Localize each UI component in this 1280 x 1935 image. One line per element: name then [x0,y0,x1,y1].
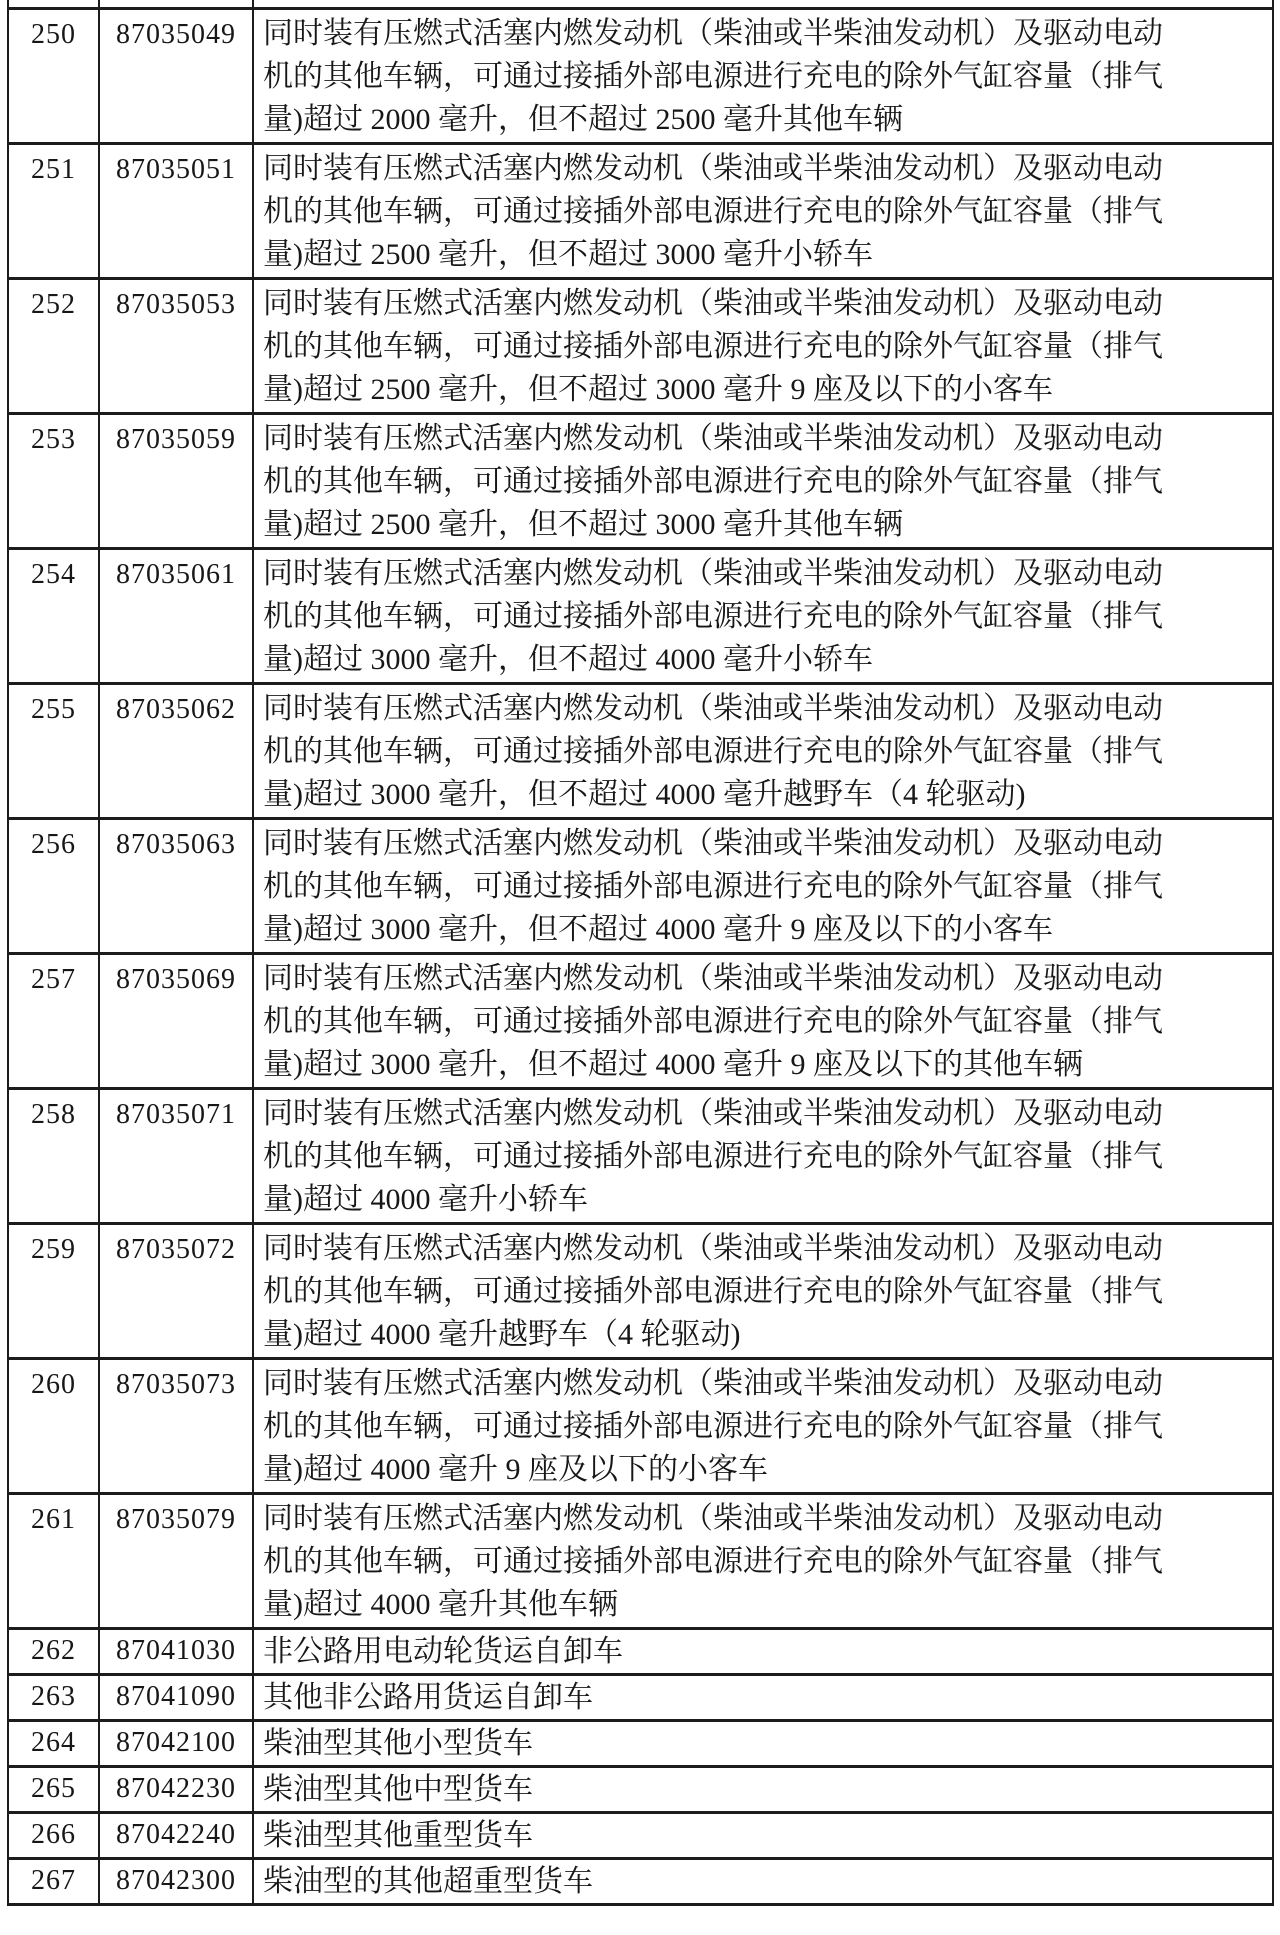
description-line: 机的其他车辆，可通过接插外部电源进行充电的除外气缸容量（排气 [263,1544,1163,1578]
table-row [8,548,1273,683]
description-line: 机的其他车辆，可通过接插外部电源进行充电的除外气缸容量（排气 [263,1409,1163,1443]
description-line: 量)超过 3000 毫升，但不超过 4000 毫升 9 座及以下的小客车 [263,912,1053,946]
description-line: 同时装有压燃式活塞内燃发动机（柴油或半柴油发动机）及驱动电动 [263,421,1163,455]
table-row [8,1720,1273,1766]
description-line: 机的其他车辆，可通过接插外部电源进行充电的除外气缸容量（排气 [263,329,1163,363]
description-line: 机的其他车辆，可通过接插外部电源进行充电的除外气缸容量（排气 [263,194,1163,228]
seq-cell: 255 [8,683,99,818]
description-line: 量)超过 2000 毫升，但不超过 2500 毫升其他车辆 [263,102,903,136]
description-cell [253,8,1273,143]
description-line: 机的其他车辆，可通过接插外部电源进行充电的除外气缸容量（排气 [263,599,1163,633]
table-row [8,1088,1273,1223]
description-line: 量)超过 3000 毫升，但不超过 4000 毫升 9 座及以下的其他车辆 [263,1047,1083,1081]
description-line: 同时装有压燃式活塞内燃发动机（柴油或半柴油发动机）及驱动电动 [263,691,1163,725]
seq-cell: 251 [8,143,99,278]
description-cell [253,953,1273,1088]
table-row [8,1674,1273,1720]
table-row [8,683,1273,818]
code-cell: 87035071 [99,1088,253,1223]
table-row [8,818,1273,953]
seq-cell: 261 [8,1493,99,1628]
description-line: 其他非公路用货运自卸车 [263,1680,593,1714]
description-cell [253,143,1273,278]
description-cell [253,413,1273,548]
description-cell [253,278,1273,413]
description-line: 柴油型其他中型货车 [263,1772,533,1806]
seq-cell: 258 [8,1088,99,1223]
description-line: 量)超过 2500 毫升，但不超过 3000 毫升 9 座及以下的小客车 [263,372,1053,406]
description-line: 同时装有压燃式活塞内燃发动机（柴油或半柴油发动机）及驱动电动 [263,1096,1163,1130]
code-cell: 87042100 [99,1720,253,1766]
description-cell [253,1766,1273,1812]
code-cell: 87042240 [99,1812,253,1858]
code-cell: 87035063 [99,818,253,953]
seq-cell: 264 [8,1720,99,1766]
description-line: 机的其他车辆，可通过接插外部电源进行充电的除外气缸容量（排气 [263,1274,1163,1308]
tariff-table [7,0,1274,1906]
description-cell [253,683,1273,818]
description-cell [253,1628,1273,1674]
description-line: 量)超过 3000 毫升，但不超过 4000 毫升小轿车 [263,642,873,676]
description-line: 同时装有压燃式活塞内燃发动机（柴油或半柴油发动机）及驱动电动 [263,961,1163,995]
table-row [8,413,1273,548]
table-row [8,1766,1273,1812]
description-cell [253,1223,1273,1358]
description-line: 同时装有压燃式活塞内燃发动机（柴油或半柴油发动机）及驱动电动 [263,1501,1163,1535]
description-line: 机的其他车辆，可通过接插外部电源进行充电的除外气缸容量（排气 [263,464,1163,498]
seq-cell: 259 [8,1223,99,1358]
description-line: 量)超过 4000 毫升 9 座及以下的小客车 [263,1452,768,1486]
description-line: 量)超过 4000 毫升越野车（4 轮驱动) [263,1317,741,1351]
code-cell: 87041030 [99,1628,253,1674]
seq-cell: 256 [8,818,99,953]
seq-cell: 254 [8,548,99,683]
description-line: 柴油型其他重型货车 [263,1818,533,1852]
description-line: 柴油型其他小型货车 [263,1726,533,1760]
code-cell: 87042300 [99,1858,253,1904]
code-cell: 87035062 [99,683,253,818]
table-row [8,953,1273,1088]
code-cell: 87035072 [99,1223,253,1358]
code-cell: 87042230 [99,1766,253,1812]
seq-cell: 257 [8,953,99,1088]
description-cell [253,1674,1273,1720]
description-line: 同时装有压燃式活塞内燃发动机（柴油或半柴油发动机）及驱动电动 [263,286,1163,320]
description-line: 同时装有压燃式活塞内燃发动机（柴油或半柴油发动机）及驱动电动 [263,1366,1163,1400]
description-cell [253,1088,1273,1223]
description-line: 同时装有压燃式活塞内燃发动机（柴油或半柴油发动机）及驱动电动 [263,826,1163,860]
description-cell [253,1858,1273,1904]
description-cell [253,818,1273,953]
description-line: 机的其他车辆，可通过接插外部电源进行充电的除外气缸容量（排气 [263,869,1163,903]
seq-cell: 253 [8,413,99,548]
seq-cell: 252 [8,278,99,413]
table-row [8,1812,1273,1858]
description-cell [253,0,1273,8]
description-line: 机的其他车辆，可通过接插外部电源进行充电的除外气缸容量（排气 [263,1004,1163,1038]
table-row [8,1493,1273,1628]
code-cell: 87035079 [99,1493,253,1628]
description-line: 机的其他车辆，可通过接插外部电源进行充电的除外气缸容量（排气 [263,1139,1163,1173]
description-cell [253,1493,1273,1628]
code-cell: 87041090 [99,1674,253,1720]
description-cell [253,1358,1273,1493]
seq-cell: 263 [8,1674,99,1720]
description-line: 量)超过 2500 毫升，但不超过 3000 毫升其他车辆 [263,507,903,541]
table-row [8,1628,1273,1674]
description-line: 同时装有压燃式活塞内燃发动机（柴油或半柴油发动机）及驱动电动 [263,151,1163,185]
seq-cell: 250 [8,8,99,143]
table-row [8,143,1273,278]
code-cell: 87035059 [99,413,253,548]
description-line: 机的其他车辆，可通过接插外部电源进行充电的除外气缸容量（排气 [263,734,1163,768]
description-cell [253,1812,1273,1858]
seq-cell: 265 [8,1766,99,1812]
code-cell: 87035053 [99,278,253,413]
code-cell: 87035049 [99,8,253,143]
table-row [8,1223,1273,1358]
description-line: 量)超过 4000 毫升其他车辆 [263,1587,618,1621]
seq-cell: 262 [8,1628,99,1674]
description-line: 非公路用电动轮货运自卸车 [263,1634,623,1668]
description-line: 同时装有压燃式活塞内燃发动机（柴油或半柴油发动机）及驱动电动 [263,16,1163,50]
description-cell [253,1720,1273,1766]
description-line: 同时装有压燃式活塞内燃发动机（柴油或半柴油发动机）及驱动电动 [263,556,1163,590]
code-cell: 87035051 [99,143,253,278]
description-line: 量)超过 3000 毫升，但不超过 4000 毫升越野车（4 轮驱动) [263,777,1026,811]
table-row [8,278,1273,413]
table-body [8,0,1273,1904]
seq-cell: 266 [8,1812,99,1858]
description-line: 同时装有压燃式活塞内燃发动机（柴油或半柴油发动机）及驱动电动 [263,1231,1163,1265]
code-cell: 87035069 [99,953,253,1088]
description-line: 量)超过 2500 毫升，但不超过 3000 毫升小轿车 [263,237,873,271]
table-row [8,1358,1273,1493]
description-line: 量)超过 4000 毫升小轿车 [263,1182,588,1216]
description-cell [253,548,1273,683]
description-line: 柴油型的其他超重型货车 [263,1864,593,1898]
code-cell [99,0,253,8]
seq-cell: 260 [8,1358,99,1493]
table-row [8,1858,1273,1904]
description-line: 机的其他车辆，可通过接插外部电源进行充电的除外气缸容量（排气 [263,59,1163,93]
seq-cell: 267 [8,1858,99,1904]
seq-cell [8,0,99,8]
code-cell: 87035061 [99,548,253,683]
table-row-partial [8,0,1273,8]
code-cell: 87035073 [99,1358,253,1493]
table-row [8,8,1273,143]
